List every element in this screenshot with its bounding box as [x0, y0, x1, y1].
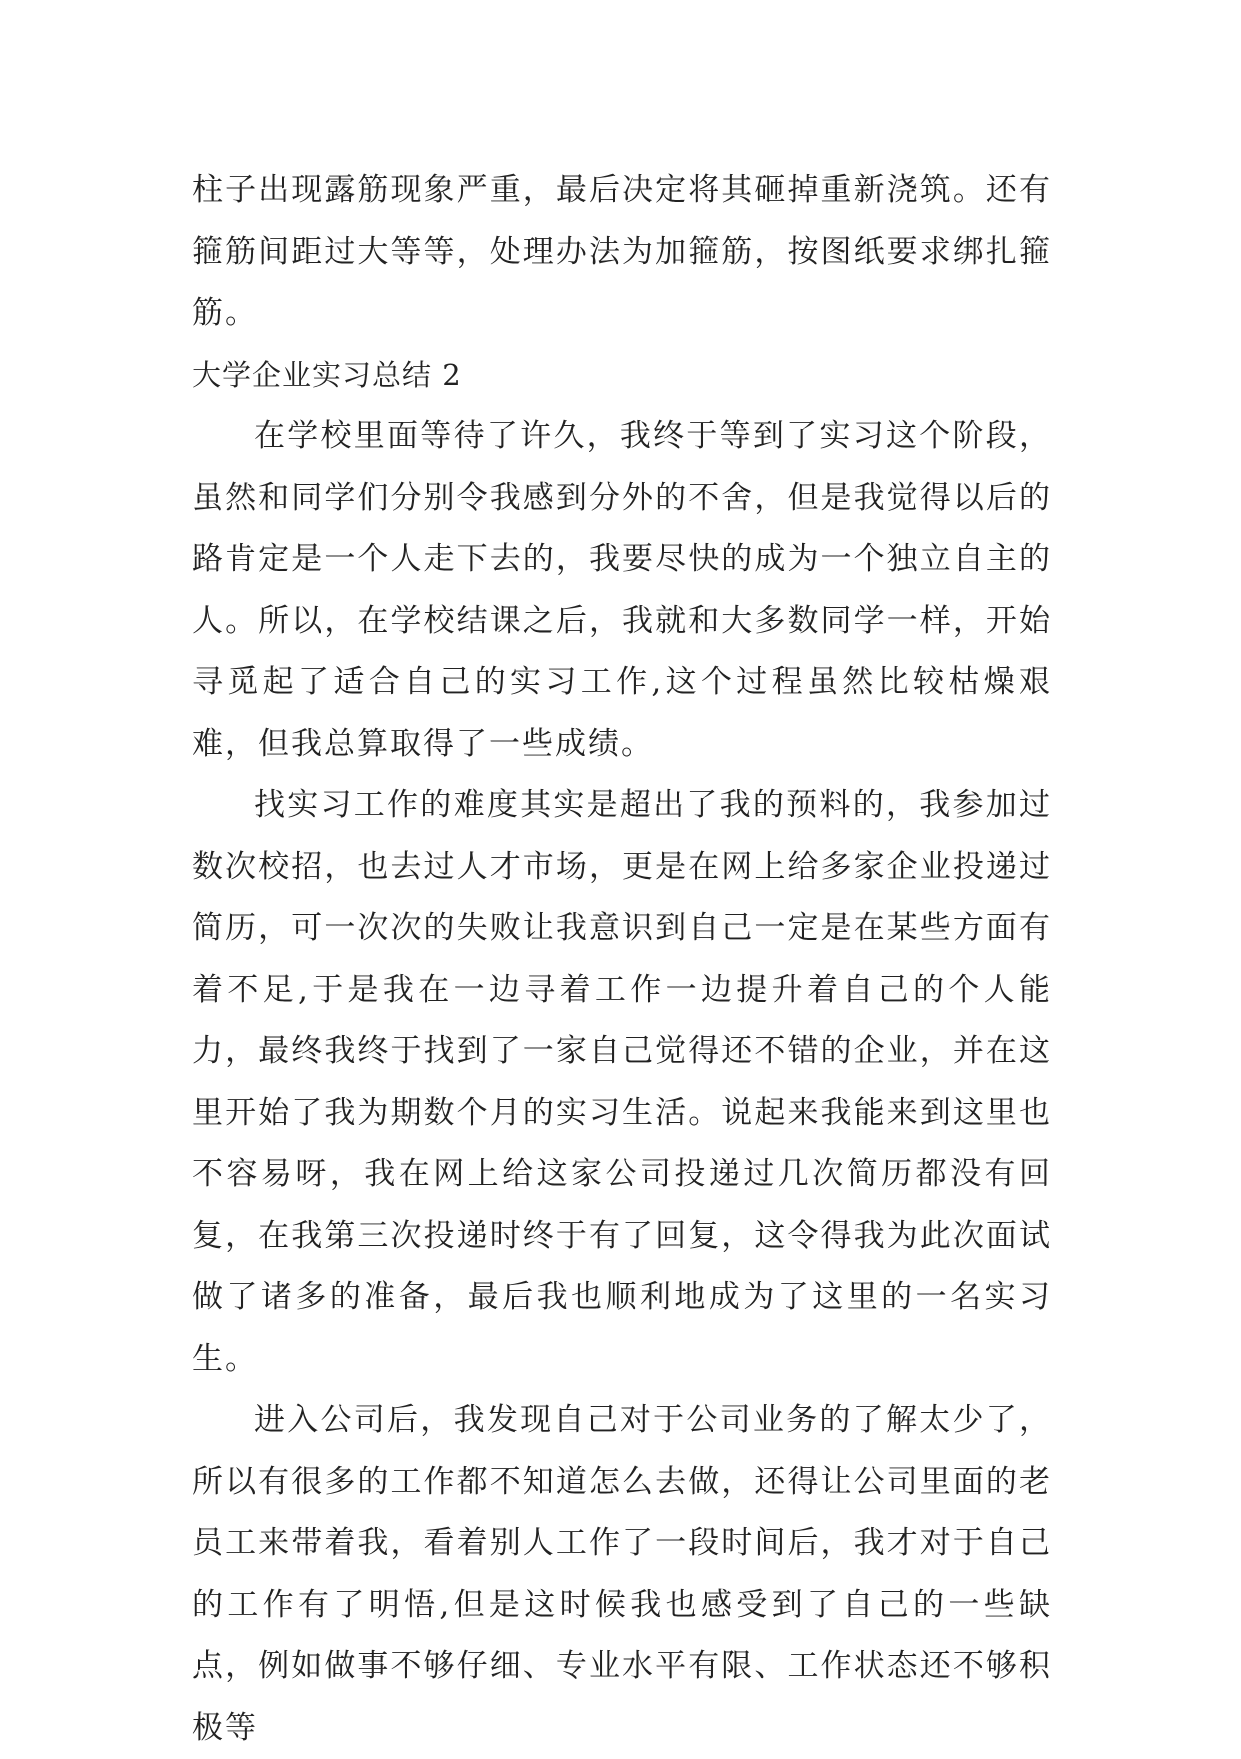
- paragraph-1: 在学校里面等待了许久，我终于等到了实习这个阶段，虽然和同学们分别令我感到分外的不舍，但是我觉得以后的路肯定是一个人走下去的，我要尽快的成为一个独立自主的人。所以，在学校结课之后，我就和大多数同学一样，开始寻觅起了适合自己的实习工作,这个过程虽然比较枯燥艰难，但我总算取得了一些成绩。: [192, 418, 1052, 762]
- section-heading: 大学企业实习总结 2: [192, 357, 462, 392]
- paragraph-2: 找实习工作的难度其实是超出了我的预料的，我参加过数次校招，也去过人才市场，更是在网上给多家企业投递过简历，可一次次的失败让我意识到自己一定是在某些方面有着不足,于是我在一边寻着工作一边提升着自己的个人能力，最终我终于找到了一家自己觉得还不错的企业，并在这里开始了我为期数个月的实习生活。说起来我能来到这里也不容易呀，我在网上给这家公司投递过几次简历都没有回复，在我第三次投递时终于有了回复，这令得我为此次面试做了诸多的准备，最后我也顺利地成为了这里的一名实习生。: [192, 787, 1052, 1377]
- continued-paragraph: 柱子出现露筋现象严重，最后决定将其砸掉重新浇筑。还有箍筋间距过大等等，处理办法为加箍筋，按图纸要求绑扎箍筋。: [192, 172, 1052, 331]
- paragraph-3: 进入公司后，我发现自己对于公司业务的了解太少了，所以有很多的工作都不知道怎么去做，还得让公司里面的老员工来带着我，看着别人工作了一段时间后，我才对于自己的工作有了明悟,但是这时候我也感受到了自己的一些缺点，例如做事不够仔细、专业水平有限、工作状态还不够积极等: [192, 1402, 1052, 1746]
- document-body: [192, 160, 1052, 1759]
